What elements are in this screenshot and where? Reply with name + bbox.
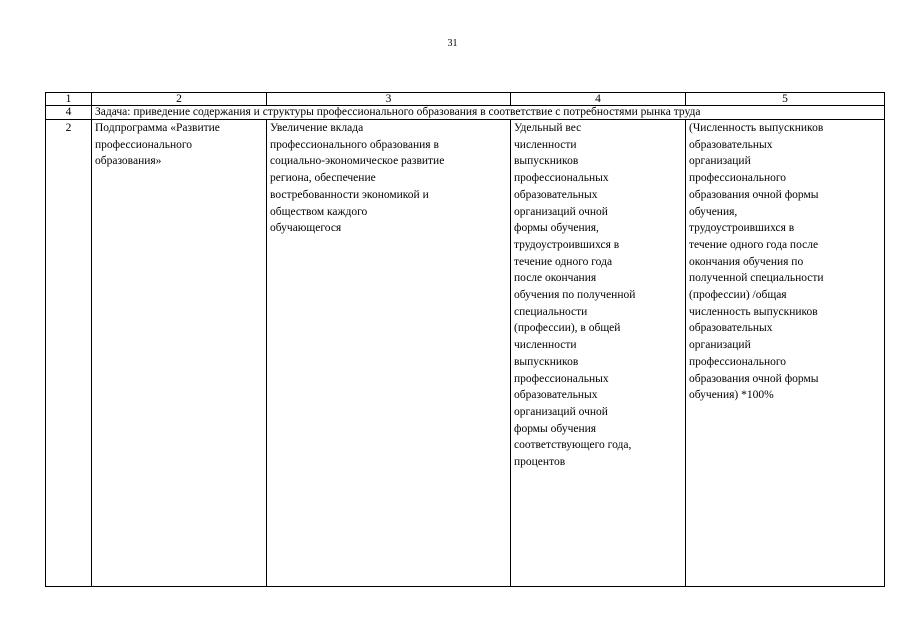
header-cell-3: 3: [267, 93, 511, 106]
task-row: [46, 106, 885, 120]
indicator-description: Удельный вес численности выпускников профессиональных образовательных организаций очной формы обучения, трудоустроившихся в течение одного года после окончания обучения по полученной специальности (профессии), в общей численности выпускников профессиональных образовательных организаций очной формы обучения соответствующего года, процентов: [511, 120, 686, 587]
header-cell-4: 4: [511, 93, 686, 106]
calculation-formula: (Численность выпускников образовательных организаций профессионального образования очной формы обучения, трудоустроившихся в течение одного года после окончания обучения по полученной специальности (профессии) /общая численность выпускников образовательных организаций профессионального образования очной формы обучения) *100%: [686, 120, 885, 587]
table-row: [46, 120, 885, 587]
task-row-number: 4: [46, 106, 92, 120]
row-number: 2: [46, 120, 92, 587]
document-table: [45, 92, 885, 587]
goal-description: Увеличение вклада профессионального образования в социально-экономическое развитие региона, обеспечение востребованности экономикой и обществом каждого обучающегося: [267, 120, 511, 587]
page-number: 31: [447, 38, 458, 49]
task-description: Задача: приведение содержания и структуры профессионального образования в соответствие с потребностями рынка труда: [92, 106, 885, 120]
subprogram-name: Подпрограмма «Развитие профессионального образования»: [92, 120, 267, 587]
header-cell-2: 2: [92, 93, 267, 106]
header-cell-1: 1: [46, 93, 92, 106]
header-cell-5: 5: [686, 93, 885, 106]
header-row: [46, 93, 885, 106]
